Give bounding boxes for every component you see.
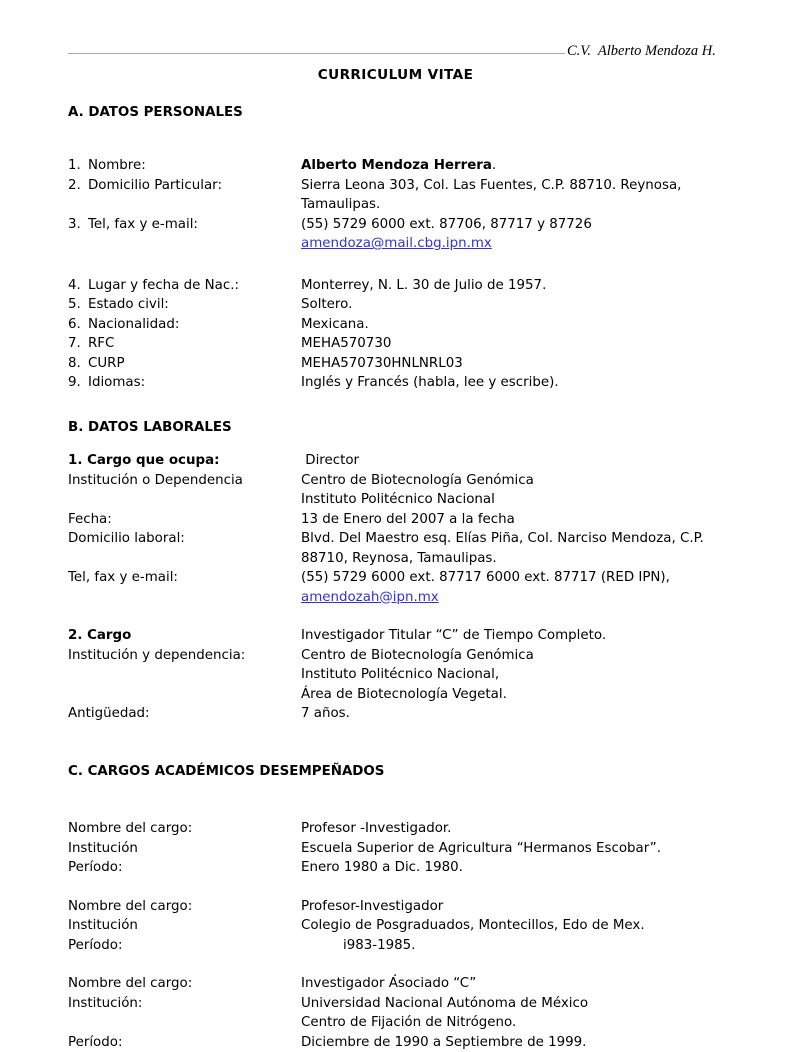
academic-1-position-value: Profesor -Investigador. [301,819,723,839]
academic-2-period-value: i983-1985. [301,936,723,956]
job1-institution-label: Institución o Dependencia [68,471,301,491]
personal-row-8 [68,354,723,374]
job1-address-value: Blvd. Del Maestro esq. Elías Piña, Col. Narciso Mendoza, C.P. [301,529,723,549]
item-label: Tel, fax y e-mail: [88,215,301,235]
item-label: RFC [88,334,301,354]
job1-date-value: 13 de Enero del 2007 a la fecha [301,510,723,530]
academic-2-period-label: Período: [68,936,301,956]
section-heading-b: B. DATOS LABORALES [68,418,723,438]
academic-2-period-row [68,936,723,956]
item-label: Domicilio Particular: [88,176,301,196]
academic-1-institution-value: Escuela Superior de Agricultura “Hermanos Escobar”. [301,839,723,859]
header-rule [68,53,565,54]
item-label: Nacionalidad: [88,315,301,335]
item-value: Mexicana. [301,315,723,335]
personal-row-3 [68,215,723,235]
academic-3-institution-line2: Centro de Fijación de Nitrógeno. [301,1013,723,1033]
page-header [68,34,723,58]
item-label: Lugar y fecha de Nac.: [88,276,301,296]
footer-mark: . [393,966,397,980]
page-title: CURRICULUM VITAE [68,66,723,86]
academic-1-period-row [68,858,723,878]
job2-institution-line3: Área de Biotecnología Vegetal. [301,685,723,705]
academic-2-institution-label: Institución [68,916,301,936]
item-value-tail: . [492,158,496,173]
item-number: 7. [68,334,88,354]
academic-3-institution-label: Institución: [68,994,301,1014]
job2-seniority-value: 7 años. [301,704,723,724]
academic-1-period-value: Enero 1980 a Dic. 1980. [301,858,723,878]
job1-address-label: Domicilio laboral: [68,529,301,549]
item-value: Soltero. [301,295,723,315]
academic-2-institution-value: Colegio de Posgraduados, Montecillos, Edo de Mex. [301,916,723,936]
academic-3-period-row [68,1033,723,1052]
personal-email-line [301,234,723,254]
item-number: 8. [68,354,88,374]
personal-row-2 [68,176,723,196]
document-body [68,66,723,1052]
job1-date-label: Fecha: [68,510,301,530]
email-link-personal[interactable]: amendoza@mail.cbg.ipn.mx [301,236,492,251]
job1-contact-row [68,568,723,588]
academic-1-institution-row [68,839,723,859]
academic-3-period-value: Diciembre de 1990 a Septiembre de 1999. [301,1033,723,1052]
item-value: MEHA570730HNLNRL03 [301,354,723,374]
job1-contact-label: Tel, fax y e-mail: [68,568,301,588]
item-value: Inglés y Francés (habla, lee y escribe). [301,373,723,393]
job1-label: 1. Cargo que ocupa: [68,451,301,471]
academic-3-institution-row [68,994,723,1014]
item-number: 6. [68,315,88,335]
header-cv-label: C.V. Alberto Mendoza H. [565,44,716,59]
item-value [301,156,723,176]
academic-2-position-value: Profesor-Investigador [301,897,723,917]
academic-3-institution-value: Universidad Nacional Autónoma de México [301,994,723,1014]
job2-seniority-label: Antigüedad: [68,704,301,724]
personal-row-4 [68,276,723,296]
job2-institution-value: Centro de Biotecnología Genómica [301,646,723,666]
item-number: 1. [68,156,88,176]
item-label: Idiomas: [88,373,301,393]
academic-1-period-label: Período: [68,858,301,878]
personal-row-9 [68,373,723,393]
item-label: CURP [88,354,301,374]
academic-2-position-row [68,897,723,917]
academic-1-position-label: Nombre del cargo: [68,819,301,839]
job1-date-row [68,510,723,530]
academic-3-position-label: Nombre del cargo: [68,974,301,994]
item-number: 4. [68,276,88,296]
item-number: 9. [68,373,88,393]
job2-title-row [68,626,723,646]
personal-row-7 [68,334,723,354]
academic-1-institution-label: Institución [68,839,301,859]
item-value: Monterrey, N. L. 30 de Julio de 1957. [301,276,723,296]
job2-institution-label: Institución y dependencia: [68,646,301,666]
job1-contact-value: (55) 5729 6000 ext. 87717 6000 ext. 87717 (RED IPN), [301,568,723,588]
job1-title-row [68,451,723,471]
email-link-work[interactable]: amendozah@ipn.mx [301,590,439,605]
item-number: 3. [68,215,88,235]
item-value: (55) 5729 6000 ext. 87706, 87717 y 87726 [301,215,723,235]
job2-institution-row [68,646,723,666]
academic-2-institution-row [68,916,723,936]
personal-row-2-line2: Tamaulipas. [301,195,723,215]
job1-email-line [301,588,723,608]
job2-institution-line2: Instituto Politécnico Nacional, [301,665,723,685]
job1-institution-row [68,471,723,491]
item-value: MEHA570730 [301,334,723,354]
section-heading-c: C. CARGOS ACADÉMICOS DESEMPEÑADOS [68,762,723,782]
academic-2-position-label: Nombre del cargo: [68,897,301,917]
personal-row-1 [68,156,723,176]
personal-row-6 [68,315,723,335]
section-heading-a: A. DATOS PERSONALES [68,103,723,123]
job2-seniority-row [68,704,723,724]
job2-label: 2. Cargo [68,626,301,646]
job1-institution-value: Centro de Biotecnología Genómica [301,471,723,491]
academic-3-position-value: Investigador Asociado “C” [301,974,723,994]
item-number: 5. [68,295,88,315]
item-number: 2. [68,176,88,196]
job2-value: Investigador Titular “C” de Tiempo Completo. [301,626,723,646]
job1-address-row [68,529,723,549]
academic-1-position-row [68,819,723,839]
job1-value: Director [301,451,723,471]
job1-address-line2: 88710, Reynosa, Tamaulipas. [301,549,723,569]
personal-row-5 [68,295,723,315]
item-label: Nombre: [88,156,301,176]
job1-institution-line2: Instituto Politécnico Nacional [301,490,723,510]
item-value-bold: Alberto Mendoza Herrera [301,158,492,173]
item-label: Estado civil: [88,295,301,315]
academic-3-period-label: Período: [68,1033,301,1052]
item-value: Sierra Leona 303, Col. Las Fuentes, C.P. 88710. Reynosa, [301,176,723,196]
